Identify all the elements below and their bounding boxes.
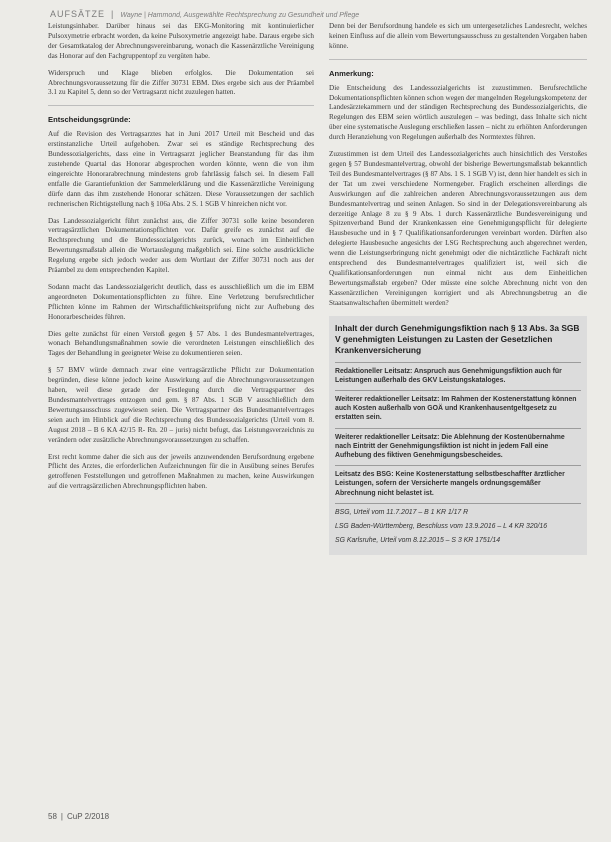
headnote: Redaktioneller Leitsatz: Anspruch aus Genehmigungsfiktion auch für Leistungen außerhalb des GKV Leistungskataloges. bbox=[335, 367, 562, 384]
case-reference: LSG Baden-Württemberg, Beschluss vom 13.9.2016 – L 4 KR 320/16 bbox=[335, 523, 548, 530]
paragraph: Leistungsinhaber. Darüber hinaus sei das EKG-Monitoring mit kontinuierlicher Pulsoxymetrie erbracht worden, da keine Pulsoxymetrie angezeigt habe. Daraus ergebe sich der Gesamtkatalog der Abrechnungsvereinbarung, wonach die Kassenärztliche Vereinigung das Honorar auf den Fachgruppentopf zu vergüten habe. bbox=[48, 22, 314, 60]
box-divider bbox=[335, 465, 581, 466]
left-column bbox=[48, 22, 314, 499]
right-column bbox=[329, 22, 587, 555]
box-title: Inhalt der durch Genehmigungsfiktion nach § 13 Abs. 3a SGB V genehmigten Leistungen zu Lasten der Gesetzlichen Krankenversicherung bbox=[335, 322, 580, 355]
paragraph: Zuzustimmen ist dem Urteil des Landessozialgerichts auch hinsichtlich des Verstoßes gegen § 57 Bundesmantelvertrag, obwohl der bisherige Bewertungsmaßstab bekanntlich Teil des Bundesmantelvertrages (§ 87 Abs. 1 S. 1 SGB V) ist, denn hier handelt es sich in der Tat um zwei verschiedene Normengeber. Fraglich erscheinen allerdings die Auswirkungen auf die zahlreichen anderen Abrechnungsvoraussetzungen aus dem Bundesmantelvertrag und seinen Anlagen. So sind in der Delegationsvereinbarung als derzeitige Anlage 8 zu § 9 Abs. 1 durch Kassenärztliche Bundesvereinigung und Spitzenverband Bund der Krankenkassen eine Genehmigungspflicht für delegierte Hausbesuche und in § 7 Qualifikationsanforderungen vereinbart worden. Dürften also delegierte Hausbesuche angesichts der LSG Rechtsprechung auch abgerechnet werden, wenn die Leistungserbringung nicht genehmigt oder die nichtärztliche Fachkraft nicht entsprechend des Bundesmantelvertrages qualifiziert ist, weil sich die Qualifikationsanforderungen nun einmal nicht aus dem Einheitlichen Bewertungsmaßstab ergeben? Oder müsste eine solche Abrechnung nicht von den Kassenärztlichen Vereinigungen korrigiert und als Abrechnungsbetrug an die Staatsanwaltschaften übermittelt werden? bbox=[329, 150, 587, 307]
paragraph: Erst recht komme daher die sich aus der jeweils anzuwendenden Berufsordnung ergebene Pflicht des Arztes, die erforderlichen Aufzeichnungen für die in Ausübung seines Berufes getroffenen Feststellungen und getroffenen Maßnahmen zu machen, keine Auswirkungen auf die vertragsärztlichen Abrechnungspflichten haben. bbox=[48, 452, 314, 491]
box-divider bbox=[335, 503, 581, 504]
paragraph: Sodann macht das Landessozialgericht deutlich, dass es ausschließlich um die im EBM angeordneten Dokumentationspflichten zu führe. Eine Verletzung berufsrechtlicher Pflichten könne im Rahmen der Wirtschaftlichkeitsprüfung nicht zur Aufhebung des Honorarbescheides führen. bbox=[48, 282, 314, 321]
header-divider: | bbox=[111, 9, 115, 19]
divider bbox=[329, 59, 587, 60]
paragraph: Auf die Revision des Vertragsarztes hat in Juni 2017 Urteil mit Bescheid und das erstinstanzliche Urteil aufgehoben. Zwar sei es ständige Rechtsprechung des Bundessozialgerichts, dass eine in Vertragsarzt jeglicher Beanstandung für das ihm zustehende Quartal das Honorar abgesprochen worden könnte, wenn die von ihm eingereichte Honorarabrechnung mindestens grob fahrlässig falsch sei. In diesem Fall entfalle die Garantiefunktion der Sammelerklärung und die Kassenärztliche Vereinigung dürfe dann das ihm zustehende Honorar schätzen. Diese Voraussetzungen der sachlich rechnerischen Richtigstellung nach § 106a Abs. 2 S. 1 SGB V hinreichen nicht vor. bbox=[48, 130, 314, 208]
headnote: Weiterer redaktioneller Leitsatz: Die Ablehnung der Kostenübernahme nach Eintritt der Genehmigungsfiktion ist nicht in jedem Fall eine Aufhebung des fiktiven Genehmigungsbescheides. bbox=[335, 433, 565, 459]
page-footer bbox=[48, 812, 109, 821]
section-label: AUFSÄTZE bbox=[50, 9, 106, 19]
box-divider bbox=[335, 362, 581, 363]
running-header bbox=[50, 9, 359, 19]
case-references bbox=[335, 508, 581, 546]
box-divider bbox=[335, 428, 581, 429]
footer-divider: | bbox=[60, 812, 63, 821]
paragraph: Die Entscheidung des Landessozialgerichts ist zuzustimmen. Berufsrechtliche Dokumentationspflichten können schon wegen der mangelnden Regelungskompetenz der Landesärztekammern und der ständigen Rechtsprechung des Bundessozialgerichts, die Regelungen des EBM seien wörtlich auszulegen – was bedingt, dass Inhalte sich nicht über eine systematische Auslegung erschließen lassen – nicht zu erhöhten Anforderungen durch Heranziehung von Regelungen außerhalb des Normtextes führen. bbox=[329, 83, 587, 142]
box-divider bbox=[335, 390, 581, 391]
section-heading: Entscheidungsgründe: bbox=[48, 115, 131, 125]
headnote: Leitsatz des BSG: Keine Kostenerstattung selbstbeschaffter ärztlicher Leistungen, sofern der Versicherte mangels ordnungsgemäßer Abrechnung nicht belastet ist. bbox=[335, 471, 565, 497]
case-reference: SG Karlsruhe, Urteil vom 8.12.2015 – S 3 KR 1751/14 bbox=[335, 537, 501, 545]
journal-name: CuP 2/2018 bbox=[66, 812, 110, 821]
headnote: Weiterer redaktioneller Leitsatz: Im Rahmen der Kostenerstattung können auch Kosten außerhalb von GOÄ und Krankenhausentgeltgesetz zu erstatten sein. bbox=[335, 395, 577, 422]
divider bbox=[48, 105, 314, 106]
section-heading: Anmerkung: bbox=[329, 68, 374, 78]
paragraph: Widerspruch und Klage blieben erfolglos. Die Dokumentation sei Abrechnungsvoraussetzung für die Ziffer 30731 EBM. Dies ergebe sich aus der Präambel 3.1 zu Kapitel 5, denn so der Vertragsarzt nicht zuzulegen hatten. bbox=[48, 68, 314, 97]
paragraph: § 57 BMV würde demnach zwar eine vertragsärztliche Pflicht zur Dokumentation begründen, diese könne jedoch keine Auswirkung auf die Abrechnungsvoraussetzungen haben, weil diese gerade der Festlegung durch die Vertragspartner des Bundesmantelvertrages entzogen und gem. § 87 Abs. 1 SGB V ausschließlich dem Bewertungsausschuss zugewiesen seien. Die Vertragspartner des Bundesmantelvertrages seien auch im Hinblick auf die Rechtsprechung des Bundessozialgerichts (Urteil vom 8. August 2018 – B 6 KA 42/15 R- Rn. 20 – juris) nicht befugt, das Leistungsverzeichnis zu verändern oder zusätzliche Abrechnungsvoraussetzungen zu schaffen. bbox=[48, 366, 314, 444]
ruling-info-box bbox=[329, 316, 587, 556]
page-number: 58 bbox=[48, 812, 57, 821]
paragraph: Das Landessozialgericht führt zunächst aus, die Ziffer 30731 solle keine besonderen vertragsärztlichen Dokumentationspflichten vor. Dafür greife es zunächst auf die Rechtsprechung und die Bundessozialgerichts zurück, wonach im Einheitlichen Bewertungsmaßstab allein die Wortauslegung maßgeblich sei. Eine solche ausdrückliche Regelung ergebe sich jedoch weder aus dem Wortlaut der Ziffer 30731 noch aus der Präambel zu dem entsprechenden Kapitel. bbox=[48, 216, 314, 275]
header-subtitle: Wayne | Hammond, Ausgewählte Rechtsprechung zu Gesundheit und Pflege bbox=[120, 12, 360, 19]
paragraph: Dies gelte zunächst für einen Verstoß gegen § 57 Abs. 1 des Bundesmantelvertrages, wonach Behandlungsmaßnahmen sowie die verordneten Leistungen einschließlich des Tages der Behandlung in geeigneter Weise zu dokumentieren seien. bbox=[48, 329, 314, 358]
case-reference: BSG, Urteil vom 11.7.2017 – B 1 KR 1/17 R bbox=[335, 508, 469, 516]
paragraph: Denn bei der Berufsordnung handele es sich um untergesetzliches Landesrecht, welches keinen Einfluss auf die allein vom Bewertungsausschuss zu gestaltenden Vorgaben haben könne. bbox=[329, 22, 587, 50]
